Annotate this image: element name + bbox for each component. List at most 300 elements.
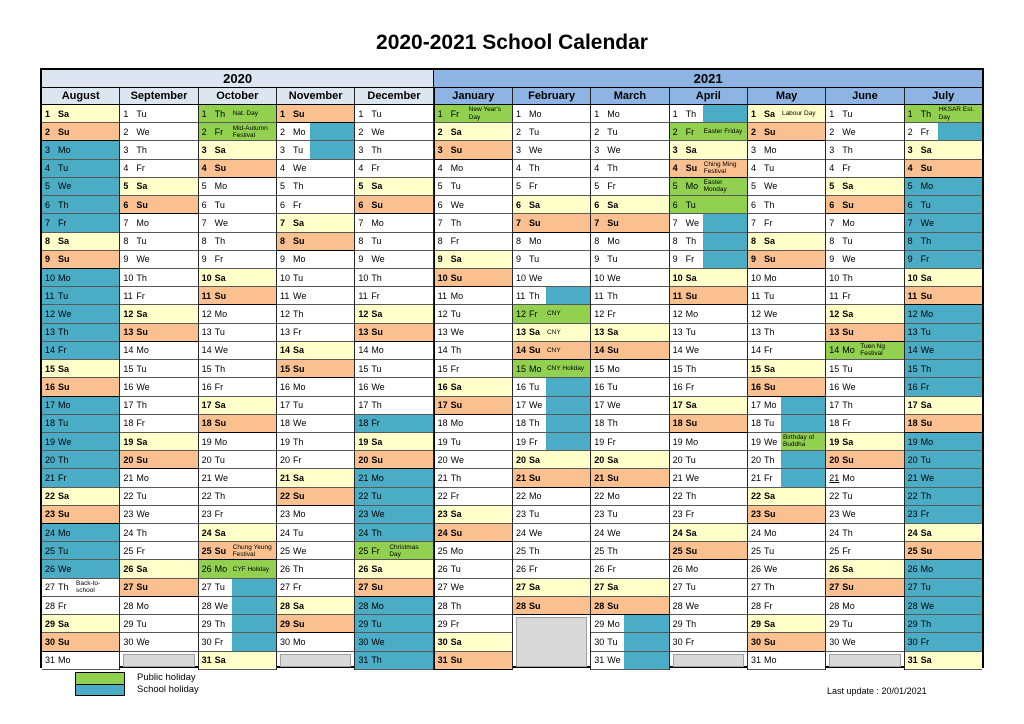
day-number: 5 — [594, 181, 600, 192]
day-cell-august-5 — [42, 178, 119, 196]
day-cell-august-12 — [42, 305, 119, 323]
day-cell-december-2 — [355, 123, 432, 141]
day-number: 22 — [123, 491, 134, 502]
day-cell-september-23 — [120, 506, 197, 524]
weekday-abbr: Mo — [920, 564, 934, 575]
weekday-abbr: Mo — [214, 181, 228, 192]
day-cell-june-16 — [826, 378, 903, 396]
weekday-abbr: Su — [136, 199, 148, 210]
weekday-abbr: Sa — [214, 400, 226, 411]
day-cell-september-24 — [120, 524, 197, 542]
weekday-abbr: Fr — [58, 345, 67, 356]
day-cell-july-4 — [905, 160, 982, 178]
weekday-abbr: Fr — [607, 181, 616, 192]
day-cell-may-15 — [748, 360, 825, 378]
school-holiday-patch — [546, 287, 590, 304]
day-number: 30 — [358, 636, 369, 647]
day-cell-may-21 — [748, 469, 825, 487]
weekday-abbr: We — [371, 126, 385, 137]
day-number: 27 — [279, 582, 290, 593]
day-number: 16 — [515, 381, 526, 392]
day-number: 20 — [45, 454, 56, 465]
day-cell-february-6 — [513, 196, 590, 214]
day-cell-july-7 — [905, 214, 982, 232]
day-cell-april-24 — [670, 524, 747, 542]
weekday-abbr: Sa — [685, 527, 697, 538]
day-cell-february-3 — [513, 141, 590, 159]
day-number: 15 — [45, 363, 56, 374]
day-number: 15 — [358, 363, 369, 374]
day-number: 24 — [672, 527, 683, 538]
weekday-abbr: We — [528, 400, 543, 411]
weekday-abbr: Mo — [685, 564, 699, 575]
weekday-abbr: We — [842, 509, 856, 520]
day-number: 18 — [907, 418, 918, 429]
day-number: 29 — [123, 618, 134, 629]
day-number: 31 — [437, 655, 448, 666]
weekday-abbr: Tu — [214, 327, 225, 338]
weekday-abbr: Th — [763, 327, 775, 338]
weekday-abbr: Sa — [58, 618, 70, 629]
weekday-abbr: Su — [685, 545, 698, 556]
empty-days-fill — [829, 654, 900, 667]
weekday-abbr: Mo — [214, 564, 228, 575]
day-number: 2 — [829, 126, 835, 137]
day-number: 3 — [45, 145, 51, 156]
day-cell-june-5 — [826, 178, 903, 196]
holiday-label: Tuen Ng Festival — [860, 343, 885, 358]
day-cell-may-16 — [748, 378, 825, 396]
day-cell-september-17 — [120, 397, 197, 415]
day-number: 11 — [907, 290, 918, 301]
day-number: 22 — [45, 491, 56, 502]
weekday-abbr: Sa — [763, 363, 775, 374]
day-number: 13 — [829, 327, 840, 338]
day-number: 20 — [279, 454, 290, 465]
weekday-abbr: Su — [58, 381, 70, 392]
day-cell-july-1 — [905, 105, 982, 123]
day-cell-september-22 — [120, 488, 197, 506]
day-number: 30 — [437, 636, 448, 647]
day-number: 7 — [829, 217, 835, 228]
weekday-abbr: Th — [763, 582, 775, 593]
weekday-abbr: Sa — [920, 272, 932, 283]
day-cell-october-30 — [199, 633, 276, 651]
day-cell-august-30 — [42, 633, 119, 651]
weekday-abbr: Mo — [58, 400, 71, 411]
day-cell-april-23 — [670, 506, 747, 524]
day-number: 14 — [829, 345, 840, 356]
day-number: 14 — [201, 345, 212, 356]
day-number: 2 — [907, 126, 913, 137]
day-cell-may-30 — [748, 633, 825, 651]
weekday-abbr: Tu — [214, 582, 225, 593]
day-cell-january-23 — [435, 506, 512, 524]
school-holiday-patch — [703, 251, 747, 268]
day-cell-december-1 — [355, 105, 432, 123]
weekday-abbr: Mo — [920, 436, 934, 447]
weekday-abbr: Mo — [450, 418, 464, 429]
weekday-abbr: Tu — [450, 564, 461, 575]
weekday-abbr: Mo — [450, 163, 464, 174]
day-cell-august-24 — [42, 524, 119, 542]
weekday-abbr: We — [450, 582, 464, 593]
weekday-abbr: Sa — [685, 145, 697, 156]
day-number: 4 — [594, 163, 600, 174]
holiday-label: New Year's Day — [468, 106, 501, 121]
day-number: 8 — [201, 236, 207, 247]
school-holiday-patch — [703, 214, 747, 231]
day-cell-october-7 — [199, 214, 276, 232]
weekday-abbr: Tu — [607, 126, 618, 137]
weekday-abbr: Fr — [214, 381, 224, 392]
day-cell-march-5 — [591, 178, 668, 196]
weekday-abbr: Mo — [214, 436, 228, 447]
day-cell-july-16 — [905, 378, 982, 396]
day-cell-february-22 — [513, 488, 590, 506]
day-number: 27 — [750, 582, 761, 593]
day-number: 18 — [437, 418, 448, 429]
weekday-abbr: Sa — [58, 363, 70, 374]
weekday-abbr: We — [763, 564, 778, 575]
day-cell-january-6 — [435, 196, 512, 214]
day-number: 14 — [279, 345, 290, 356]
day-number: 22 — [594, 491, 605, 502]
day-number: 19 — [123, 436, 134, 447]
weekday-abbr: Mo — [607, 236, 620, 247]
day-cell-june-14 — [826, 342, 903, 360]
weekday-abbr: Th — [214, 618, 226, 629]
holiday-label: Christmas Day — [389, 543, 419, 558]
day-cell-october-26 — [199, 560, 276, 578]
day-number: 4 — [279, 163, 285, 174]
weekday-abbr: Fr — [763, 345, 773, 356]
day-cell-march-24 — [591, 524, 668, 542]
weekday-abbr: Fr — [371, 163, 380, 174]
day-number: 6 — [201, 199, 207, 210]
holiday-label: CNY — [546, 310, 561, 318]
weekday-abbr: Th — [136, 400, 147, 411]
weekday-abbr: Sa — [58, 491, 70, 502]
weekday-abbr: Th — [58, 327, 69, 338]
day-number: 30 — [594, 636, 605, 647]
weekday-abbr: Mo — [528, 108, 542, 119]
weekday-abbr: Mo — [920, 309, 934, 320]
weekday-abbr: Mo — [763, 655, 777, 666]
weekday-abbr: Su — [58, 126, 70, 137]
day-number: 29 — [594, 618, 605, 629]
day-cell-october-13 — [199, 324, 276, 342]
weekday-abbr: We — [607, 400, 621, 411]
weekday-abbr: We — [371, 509, 385, 520]
school-holiday-patch — [546, 433, 590, 450]
day-number: 2 — [279, 126, 285, 137]
day-number: 9 — [437, 254, 443, 265]
day-cell-june-19 — [826, 433, 903, 451]
school-holiday-patch — [703, 233, 747, 250]
day-cell-october-14 — [199, 342, 276, 360]
day-number: 25 — [279, 545, 290, 556]
weekday-abbr: Fr — [685, 381, 695, 392]
weekday-abbr: Fr — [214, 636, 224, 647]
weekday-abbr: Tu — [920, 454, 931, 465]
day-number: 5 — [123, 181, 129, 192]
day-number: 29 — [201, 618, 212, 629]
day-cell-may-2 — [748, 123, 825, 141]
weekday-abbr: Th — [58, 582, 69, 593]
day-number: 16 — [45, 381, 56, 392]
day-cell-august-26 — [42, 560, 119, 578]
day-cell-november-13 — [277, 324, 354, 342]
weekday-abbr: We — [58, 309, 72, 320]
day-number: 31 — [594, 655, 605, 666]
day-cell-january-30 — [435, 633, 512, 651]
day-number: 3 — [123, 145, 129, 156]
day-cell-july-22 — [905, 488, 982, 506]
day-cell-december-15 — [355, 360, 432, 378]
weekday-abbr: Sa — [450, 126, 462, 137]
day-number: 31 — [750, 655, 761, 666]
weekday-abbr: We — [214, 345, 228, 356]
school-holiday-patch — [232, 633, 276, 650]
day-cell-april-15 — [670, 360, 747, 378]
day-number: 4 — [123, 163, 129, 174]
day-number: 8 — [594, 236, 600, 247]
day-number: 10 — [45, 272, 56, 283]
month-column-february — [513, 105, 591, 670]
day-cell-november-9 — [277, 251, 354, 269]
day-number: 17 — [829, 400, 840, 411]
calendar-table — [40, 68, 984, 668]
day-number: 17 — [358, 400, 369, 411]
day-number: 2 — [45, 126, 51, 137]
day-cell-january-26 — [435, 560, 512, 578]
weekday-abbr: Mo — [528, 236, 542, 247]
day-number: 1 — [829, 108, 835, 119]
month-header-december: December — [355, 88, 433, 105]
weekday-abbr: Tu — [136, 618, 147, 629]
day-number: 2 — [123, 126, 129, 137]
day-number: 23 — [672, 509, 683, 520]
day-cell-january-29 — [435, 615, 512, 633]
day-cell-december-14 — [355, 342, 432, 360]
weekday-abbr: Su — [292, 618, 305, 629]
weekday-abbr: Tu — [763, 418, 775, 429]
day-number: 5 — [437, 181, 443, 192]
weekday-abbr: Sa — [920, 400, 932, 411]
day-cell-november-19 — [277, 433, 354, 451]
weekday-abbr: Su — [214, 163, 227, 174]
day-number: 25 — [515, 545, 526, 556]
weekday-abbr: Tu — [920, 582, 931, 593]
weekday-abbr: Mo — [214, 309, 228, 320]
day-cell-march-10 — [591, 269, 668, 287]
day-number: 19 — [672, 436, 683, 447]
day-cell-may-24 — [748, 524, 825, 542]
weekday-abbr: Su — [842, 199, 854, 210]
day-number: 29 — [358, 618, 369, 629]
weekday-abbr: Su — [450, 655, 463, 666]
weekday-abbr: We — [607, 272, 621, 283]
weekday-abbr: Su — [763, 509, 776, 520]
day-number: 6 — [515, 199, 521, 210]
day-cell-september-20 — [120, 451, 197, 469]
holiday-label: Back-to-school — [76, 580, 101, 595]
weekday-abbr: Sa — [292, 600, 304, 611]
day-cell-october-25 — [199, 542, 276, 560]
weekday-abbr: Th — [607, 418, 618, 429]
day-number: 26 — [279, 564, 290, 575]
weekday-abbr: Tu — [920, 327, 931, 338]
weekday-abbr: Fr — [136, 418, 145, 429]
month-header-september: September — [120, 88, 198, 105]
day-number: 2 — [358, 126, 364, 137]
weekday-abbr: Tu — [685, 454, 696, 465]
weekday-abbr: Tu — [763, 290, 775, 301]
day-number: 9 — [594, 254, 600, 265]
day-number: 8 — [672, 236, 678, 247]
day-cell-november-27 — [277, 579, 354, 597]
day-cell-may-14 — [748, 342, 825, 360]
day-number: 5 — [279, 181, 285, 192]
weekday-abbr: Mo — [292, 126, 306, 137]
day-cell-may-18 — [748, 415, 825, 433]
day-cell-august-14 — [42, 342, 119, 360]
weekday-abbr: Th — [920, 363, 932, 374]
holiday-label: CNY Holiday — [546, 365, 585, 373]
weekday-abbr: Th — [528, 418, 540, 429]
day-cell-september-8 — [120, 233, 197, 251]
school-holiday-patch — [232, 597, 276, 614]
day-number: 5 — [907, 181, 913, 192]
empty-days-fill — [280, 654, 351, 667]
day-number: 13 — [515, 327, 526, 338]
day-number: 3 — [829, 145, 835, 156]
day-cell-december-22 — [355, 488, 432, 506]
day-number: 1 — [750, 108, 756, 119]
weekday-abbr: Th — [292, 309, 304, 320]
day-number: 9 — [750, 254, 756, 265]
weekday-abbr: Tu — [58, 163, 69, 174]
day-number: 23 — [594, 509, 605, 520]
weekday-abbr: Su — [920, 163, 933, 174]
day-number: 7 — [907, 217, 913, 228]
day-number: 16 — [123, 381, 134, 392]
month-column-july — [905, 105, 982, 670]
weekday-abbr: Fr — [920, 636, 930, 647]
day-cell-october-27 — [199, 579, 276, 597]
day-number: 7 — [358, 217, 364, 228]
weekday-abbr: We — [685, 217, 699, 228]
month-header-march: March — [591, 88, 669, 105]
weekday-abbr: Fr — [136, 163, 145, 174]
weekday-abbr: We — [685, 472, 699, 483]
day-cell-november-2 — [277, 123, 354, 141]
day-number: 24 — [594, 527, 605, 538]
weekday-abbr: Fr — [371, 290, 380, 301]
day-number: 16 — [358, 381, 369, 392]
day-cell-february-20 — [513, 451, 590, 469]
day-cell-december-29 — [355, 615, 432, 633]
day-cell-march-27 — [591, 579, 668, 597]
day-cell-september-16 — [120, 378, 197, 396]
day-number: 20 — [594, 454, 605, 465]
weekday-abbr: Mo — [685, 436, 699, 447]
day-cell-august-31 — [42, 652, 119, 670]
day-number: 13 — [45, 327, 56, 338]
day-cell-december-9 — [355, 251, 432, 269]
weekday-abbr: We — [763, 309, 778, 320]
day-cell-october-11 — [199, 287, 276, 305]
holiday-label: Chung Yeung Festival — [232, 543, 272, 558]
day-number: 11 — [750, 290, 761, 301]
weekday-abbr: Fr — [607, 436, 616, 447]
weekday-abbr: We — [920, 345, 934, 356]
school-holiday-patch — [938, 123, 982, 140]
weekday-abbr: Fr — [842, 418, 851, 429]
day-number: 13 — [358, 327, 369, 338]
holiday-label: Labour Day — [781, 110, 816, 118]
weekday-abbr: Tu — [136, 108, 147, 119]
weekday-abbr: Su — [528, 600, 541, 611]
day-number: 27 — [358, 582, 369, 593]
weekday-abbr: Sa — [528, 199, 540, 210]
day-cell-may-23 — [748, 506, 825, 524]
day-cell-may-3 — [748, 141, 825, 159]
weekday-abbr: Tu — [450, 309, 461, 320]
day-cell-december-6 — [355, 196, 432, 214]
day-number: 20 — [358, 454, 369, 465]
weekday-abbr: Th — [528, 163, 540, 174]
weekday-abbr: Th — [528, 290, 540, 301]
day-cell-february-25 — [513, 542, 590, 560]
weekday-abbr: Th — [842, 400, 853, 411]
day-number: 5 — [358, 181, 364, 192]
weekday-abbr: We — [607, 527, 621, 538]
day-cell-august-29 — [42, 615, 119, 633]
weekday-abbr: We — [842, 381, 856, 392]
day-number: 7 — [594, 217, 600, 228]
weekday-abbr: We — [371, 254, 385, 265]
month-column-november — [277, 105, 355, 670]
weekday-abbr: Tu — [136, 491, 147, 502]
weekday-abbr: Sa — [214, 527, 226, 538]
day-number: 31 — [907, 655, 918, 666]
day-cell-february-5 — [513, 178, 590, 196]
weekday-abbr: Tu — [607, 254, 618, 265]
weekday-abbr: Tu — [842, 363, 853, 374]
day-cell-december-20 — [355, 451, 432, 469]
day-cell-august-10 — [42, 269, 119, 287]
day-cell-august-17 — [42, 397, 119, 415]
day-cell-december-19 — [355, 433, 432, 451]
weekday-abbr: Mo — [371, 600, 384, 611]
weekday-abbr: Mo — [528, 491, 542, 502]
weekday-abbr: Su — [607, 472, 619, 483]
day-number: 20 — [123, 454, 134, 465]
day-number: 13 — [201, 327, 212, 338]
weekday-abbr: Tu — [371, 363, 382, 374]
day-number: 19 — [437, 436, 448, 447]
day-number: 30 — [750, 636, 761, 647]
day-number: 16 — [279, 381, 290, 392]
day-number: 1 — [515, 108, 521, 119]
weekday-abbr: Tu — [450, 436, 461, 447]
day-number: 27 — [201, 582, 212, 593]
day-cell-may-19 — [748, 433, 825, 451]
day-number: 25 — [672, 545, 683, 556]
weekday-abbr: Th — [58, 199, 69, 210]
